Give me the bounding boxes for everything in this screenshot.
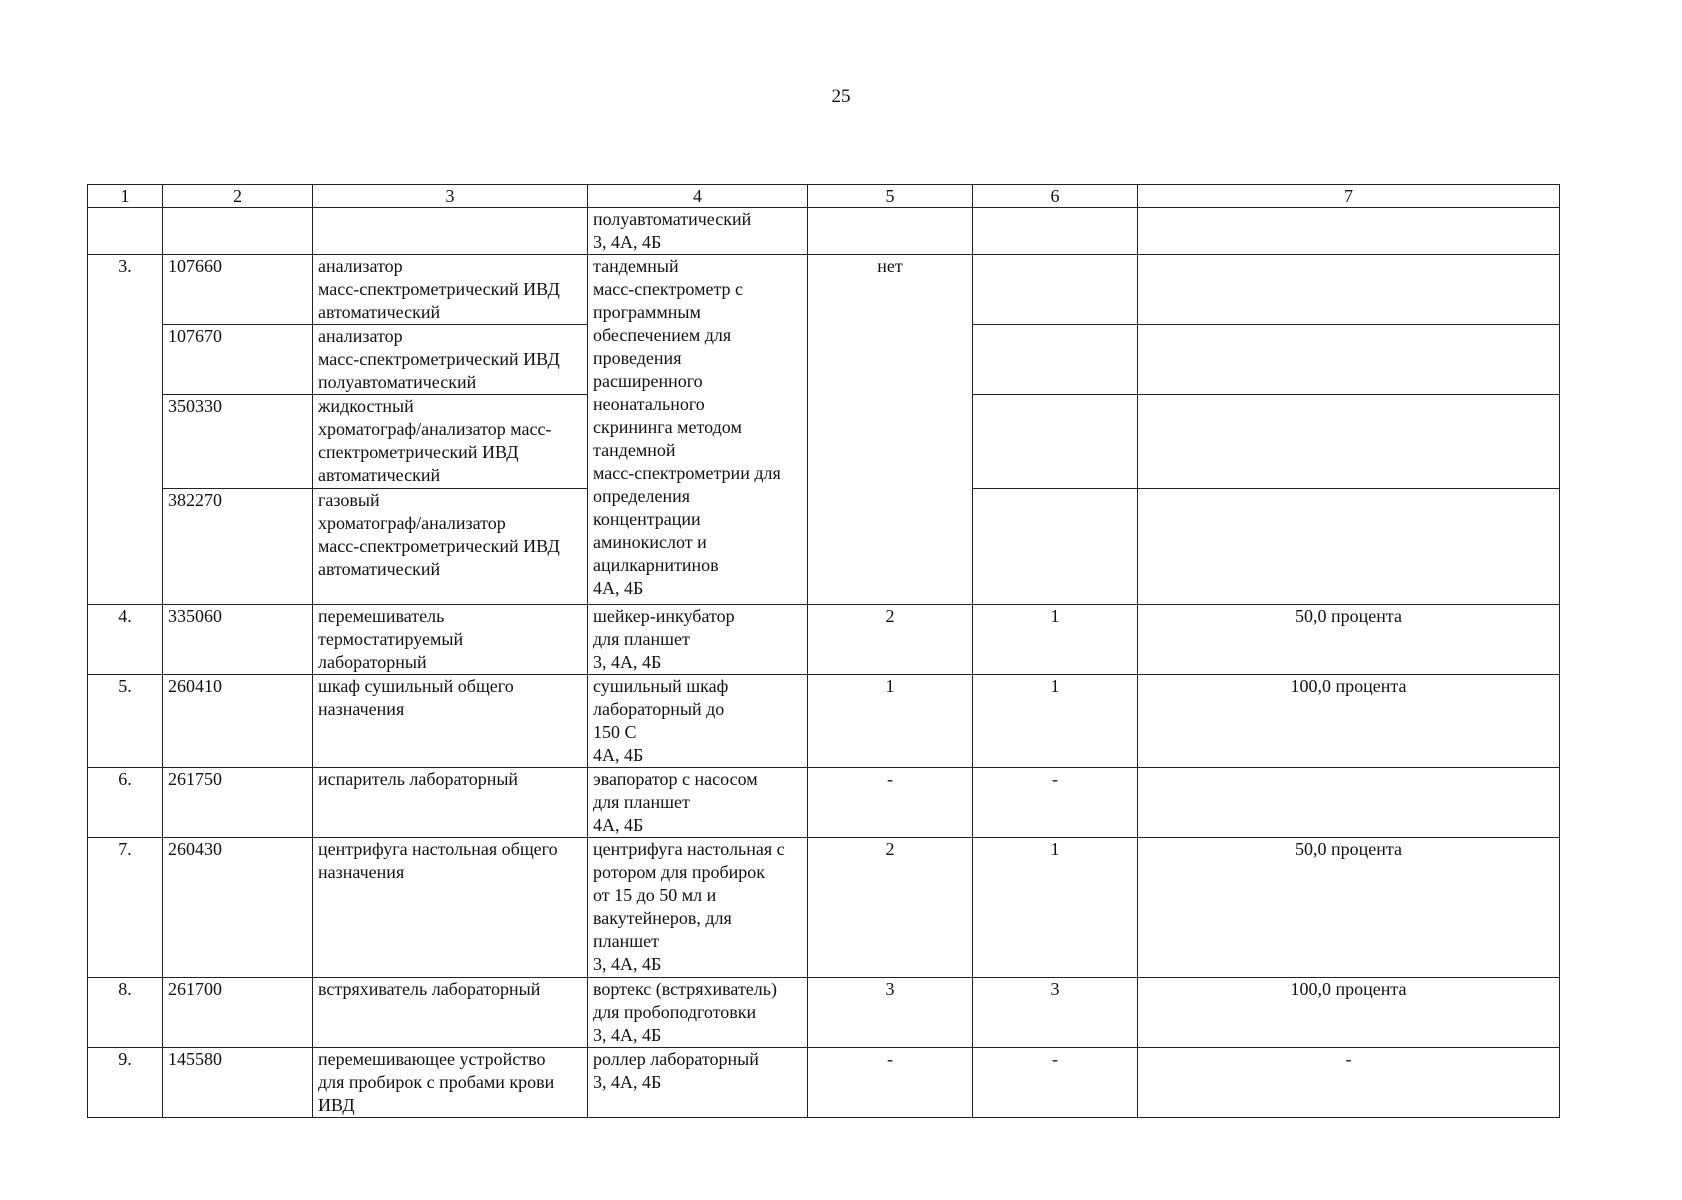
row-number: 9. (88, 1048, 163, 1118)
header-cell: 5 (808, 185, 973, 208)
quantity-cell: 1 (973, 838, 1138, 978)
percent-cell (1138, 768, 1560, 838)
name-cell: жидкостный хроматограф/анализатор масс- спектрометрический ИВД автоматический (313, 395, 588, 489)
table-row (88, 768, 1560, 838)
quantity-cell: 1 (973, 675, 1138, 768)
empty-cell (1138, 208, 1560, 255)
header-row (88, 185, 1560, 208)
table-row (88, 838, 1560, 978)
name-cell: центрифуга настольная общего назначения (313, 838, 588, 978)
empty-cell (1138, 489, 1560, 605)
table-row (88, 605, 1560, 675)
table-row (88, 978, 1560, 1048)
empty-cell (973, 489, 1138, 605)
name-cell: шкаф сушильный общего назначения (313, 675, 588, 768)
code-cell: 350330 (163, 395, 313, 489)
quantity-cell: - (973, 768, 1138, 838)
quantity-cell: 3 (973, 978, 1138, 1048)
code-cell: 261750 (163, 768, 313, 838)
equipment-table (87, 184, 1560, 1118)
description-cell: сушильный шкаф лабораторный до 150 С 4А, 4Б (588, 675, 808, 768)
percent-cell: 50,0 процента (1138, 838, 1560, 978)
quantity-cell: 2 (808, 605, 973, 675)
code-cell: 260430 (163, 838, 313, 978)
name-cell: анализатор масс-спектрометрический ИВД полуавтоматический (313, 325, 588, 395)
empty-cell (1138, 395, 1560, 489)
code-cell: 145580 (163, 1048, 313, 1118)
empty-cell (973, 325, 1138, 395)
header-cell: 7 (1138, 185, 1560, 208)
empty-cell (163, 208, 313, 255)
header-cell: 3 (313, 185, 588, 208)
percent-cell: 100,0 процента (1138, 675, 1560, 768)
empty-cell (973, 208, 1138, 255)
code-cell: 107660 (163, 255, 313, 325)
empty-cell (973, 255, 1138, 325)
description-cell: полуавтоматический 3, 4А, 4Б (588, 208, 808, 255)
row-number: 3. (88, 255, 163, 605)
percent-cell: 100,0 процента (1138, 978, 1560, 1048)
description-cell: центрифуга настольная с ротором для пробирок от 15 до 50 мл и вакутейнеров, для планшет 3, 4А, 4Б (588, 838, 808, 978)
name-cell: перемешивающее устройство для пробирок с пробами крови ИВД (313, 1048, 588, 1118)
code-cell: 382270 (163, 489, 313, 605)
empty-cell (808, 208, 973, 255)
continuation-row (88, 208, 1560, 255)
quantity-cell: 1 (973, 605, 1138, 675)
empty-cell (1138, 255, 1560, 325)
code-cell: 260410 (163, 675, 313, 768)
description-cell: вортекс (встряхиватель) для пробоподготовки 3, 4А, 4Б (588, 978, 808, 1048)
description-cell: шейкер-инкубатор для планшет 3, 4А, 4Б (588, 605, 808, 675)
description-cell: роллер лабораторный 3, 4А, 4Б (588, 1048, 808, 1118)
description-cell: эвапоратор с насосом для планшет 4А, 4Б (588, 768, 808, 838)
header-cell: 4 (588, 185, 808, 208)
header-cell: 2 (163, 185, 313, 208)
empty-cell (88, 208, 163, 255)
table-row (88, 1048, 1560, 1118)
row-number: 5. (88, 675, 163, 768)
header-cell: 1 (88, 185, 163, 208)
percent-cell: 50,0 процента (1138, 605, 1560, 675)
empty-cell (1138, 325, 1560, 395)
quantity-cell: 3 (808, 978, 973, 1048)
name-cell: газовый хроматограф/анализатор масс-спектрометрический ИВД автоматический (313, 489, 588, 605)
quantity-cell: 1 (808, 675, 973, 768)
table-row (88, 675, 1560, 768)
quantity-cell: - (973, 1048, 1138, 1118)
name-cell: встряхиватель лабораторный (313, 978, 588, 1048)
code-cell: 261700 (163, 978, 313, 1048)
quantity-cell: нет (808, 255, 973, 605)
empty-cell (973, 395, 1138, 489)
page-number: 25 (831, 86, 851, 107)
code-cell: 335060 (163, 605, 313, 675)
quantity-cell: 2 (808, 838, 973, 978)
quantity-cell: - (808, 768, 973, 838)
quantity-cell: - (808, 1048, 973, 1118)
header-cell: 6 (973, 185, 1138, 208)
description-cell: тандемный масс-спектрометр с программным обеспечением для проведения расширенного неонатального скрининга методом тандемной масс-спектрометрии для определения концентрации аминокислот и ацилкарнитинов 4А, 4Б (588, 255, 808, 605)
name-cell: анализатор масс-спектрометрический ИВД автоматический (313, 255, 588, 325)
row-number: 8. (88, 978, 163, 1048)
row-number: 7. (88, 838, 163, 978)
name-cell: перемешиватель термостатируемый лабораторный (313, 605, 588, 675)
row-number: 4. (88, 605, 163, 675)
row-number: 6. (88, 768, 163, 838)
percent-cell: - (1138, 1048, 1560, 1118)
name-cell: испаритель лабораторный (313, 768, 588, 838)
table-row (88, 255, 1560, 325)
code-cell: 107670 (163, 325, 313, 395)
empty-cell (313, 208, 588, 255)
